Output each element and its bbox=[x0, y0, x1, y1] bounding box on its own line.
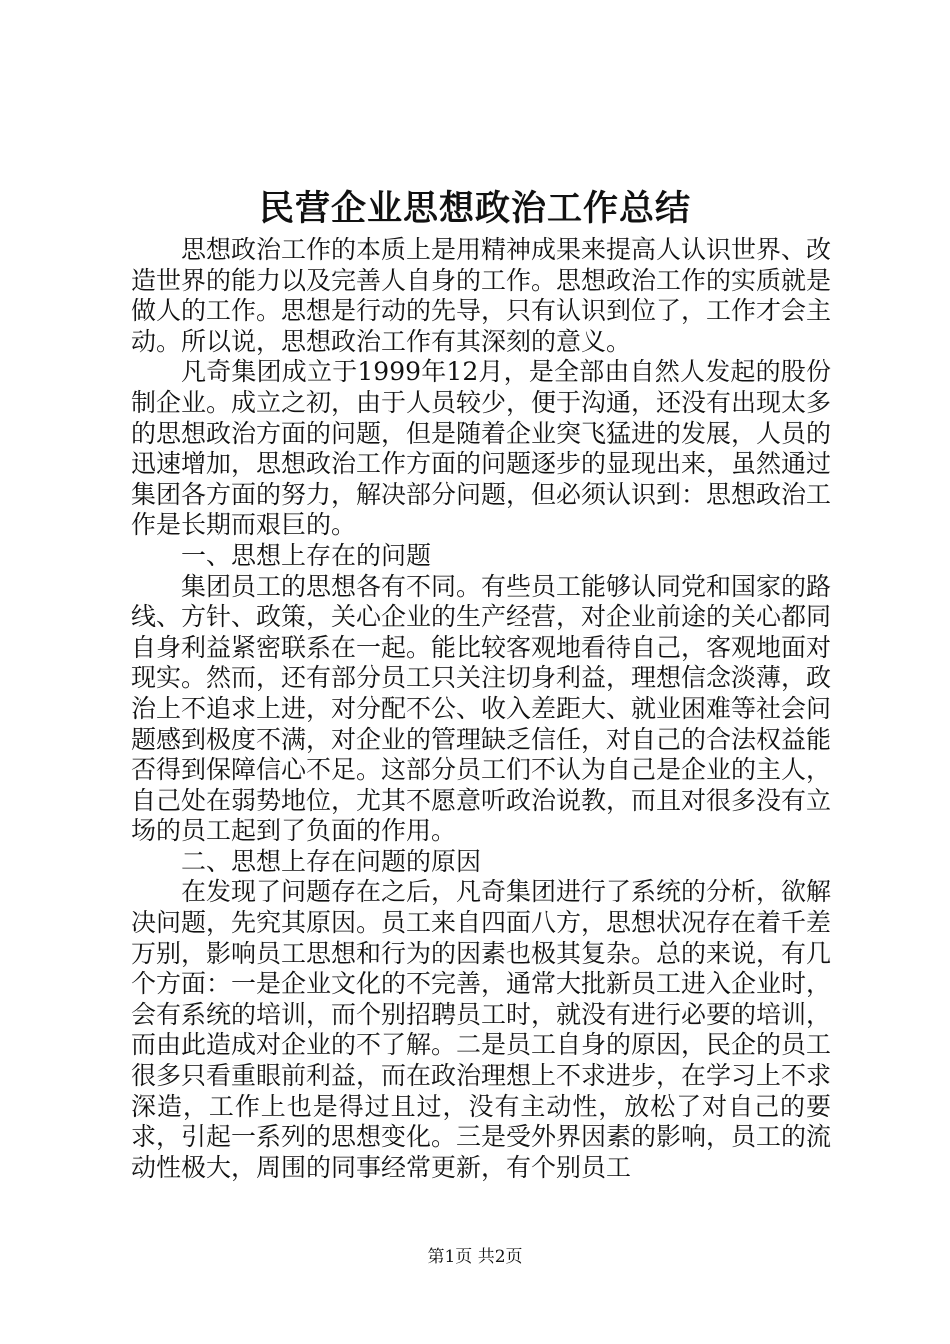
page-title: 民营企业思想政治工作总结 bbox=[258, 188, 691, 229]
paragraph-company-background: 凡奇集团成立于1999年12月，是全部由自然人发起的股份制企业。成立之初，由于人员较少，便于沟通，还没有出现太多的思想政治方面的问题，但是随着企业突飞猛进的发展，人员的迅速增加，思想政治工作方面的问题逐步的显现出来，虽然通过集团各方面的努力，解决部分问题，但必须认识到：思想政治工作是长期而艰巨的。 bbox=[131, 357, 832, 540]
section-heading-causes: 二、思想上存在问题的原因 bbox=[181, 846, 482, 876]
paragraph-intro: 思想政治工作的本质上是用精神成果来提高人认识世界、改造世界的能力以及完善人自身的工作。思想政治工作的实质就是做人的工作。思想是行动的先导，只有认识到位了，工作才会主动。所以说，思想政治工作有其深刻的意义。 bbox=[131, 235, 832, 356]
section-heading-problems: 一、思想上存在的问题 bbox=[181, 540, 432, 570]
paragraph-problems: 集团员工的思想各有不同。有些员工能够认同党和国家的路线、方针、政策，关心企业的生产经营，对企业前途的关心都同自身利益紧密联系在一起。能比较客观地看待自己，客观地面对现实。然而，还有部分员工只关注切身利益，理想信念淡薄，政治上不追求上进，对分配不公、收入差距大、就业困难等社会问题感到极度不满，对企业的管理缺乏信任，对自己的合法权益能否得到保障信心不足。这部分员工们不认为自己是企业的主人，自己处在弱势地位，尤其不愿意听政治说教，而且对很多没有立场的员工起到了负面的作用。 bbox=[131, 571, 832, 846]
document-body bbox=[131, 235, 831, 1183]
page-footer: 第1页 共2页 bbox=[427, 1247, 523, 1267]
paragraph-causes: 在发现了问题存在之后，凡奇集团进行了系统的分析，欲解决问题，先究其原因。员工来自四面八方，思想状况存在着千差万别，影响员工思想和行为的因素也极其复杂。总的来说，有几个方面：一是企业文化的不完善，通常大批新员工进入企业时，会有系统的培训，而个别招聘员工时，就没有进行必要的培训，而由此造成对企业的不了解。二是员工自身的原因，民企的员工很多只看重眼前利益，而在政治理想上不求进步，在学习上不求深造，工作上也是得过且过，没有主动性，放松了对自己的要求，引起一系列的思想变化。三是受外界因素的影响，员工的流动性极大，周围的同事经常更新，有个别员工 bbox=[131, 877, 832, 1182]
